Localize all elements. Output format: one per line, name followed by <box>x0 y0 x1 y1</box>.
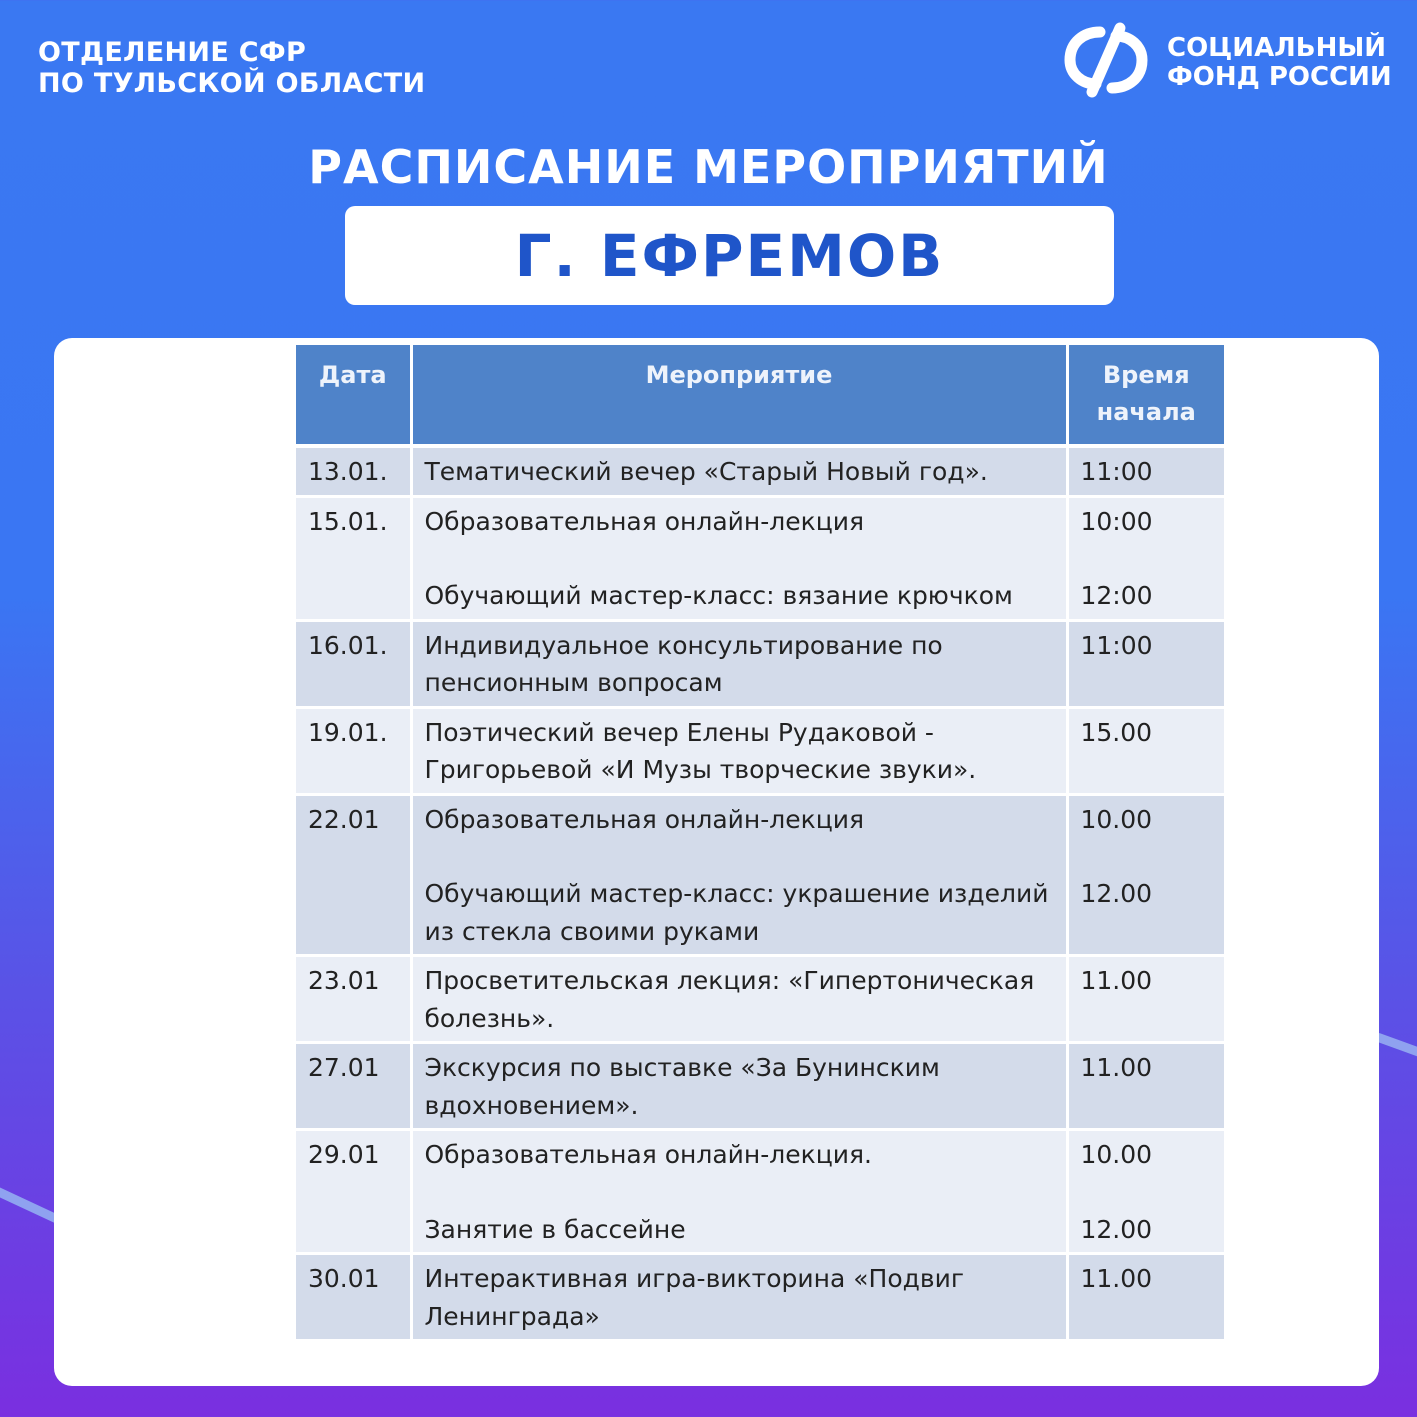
org-name <box>38 37 425 99</box>
org-name-line1: ОТДЕЛЕНИЕ СФР <box>38 37 307 68</box>
row-event: Интерактивная игра-викторина «Подвиг Ленинграда» <box>411 1254 1067 1341</box>
city-banner <box>345 206 1114 305</box>
row-time: 11.00 <box>1067 956 1224 1043</box>
header-time <box>1067 345 1224 446</box>
table-row <box>296 1130 1224 1254</box>
page-title: РАСПИСАНИЕ МЕРОПРИЯТИЙ <box>308 140 1109 194</box>
row-time-item: 10.00 <box>1080 1140 1153 1169</box>
table-row <box>296 794 1224 956</box>
table-row <box>296 956 1224 1043</box>
schedule-table <box>296 345 1224 1342</box>
row-event <box>411 496 1067 620</box>
table-row <box>296 496 1224 620</box>
row-time: 15.00 <box>1067 707 1224 794</box>
row-time: 11.00 <box>1067 1043 1224 1130</box>
table-row <box>296 620 1224 707</box>
row-date: 23.01 <box>296 956 411 1043</box>
row-event: Экскурсия по выставке «За Бунинским вдохновением». <box>411 1043 1067 1130</box>
row-event-item: Образовательная онлайн-лекция <box>424 804 865 834</box>
row-event-item: Занятие в бассейне <box>424 1214 686 1244</box>
row-date: 30.01 <box>296 1254 411 1341</box>
row-date: 13.01. <box>296 446 411 496</box>
row-event-item: Обучающий мастер-класс: вязание крючком <box>424 581 1013 610</box>
row-time <box>1067 1130 1224 1254</box>
decorative-stripe-right <box>1373 1032 1417 1071</box>
row-date: 15.01. <box>296 496 411 620</box>
row-event <box>411 1130 1067 1254</box>
table-row <box>296 707 1224 794</box>
header-event: Мероприятие <box>411 345 1067 446</box>
fund-name-line1: СОЦИАЛЬНЫЙ <box>1167 33 1387 63</box>
row-time-item: 10.00 <box>1080 804 1153 834</box>
row-time-item: 12.00 <box>1080 879 1153 908</box>
org-name-line2: ПО ТУЛЬСКОЙ ОБЛАСТИ <box>38 68 426 99</box>
row-event: Просветительская лекция: «Гипертоническая болезнь». <box>411 956 1067 1043</box>
table-header-row <box>296 345 1224 446</box>
fund-name-line2: ФОНД РОССИИ <box>1167 62 1392 92</box>
row-time <box>1067 794 1224 956</box>
table-row <box>296 1043 1224 1130</box>
row-date: 29.01 <box>296 1130 411 1254</box>
header-time-line1: Время <box>1102 361 1190 389</box>
header-date: Дата <box>296 345 411 446</box>
header-time-line2: начала <box>1096 398 1196 426</box>
table-row <box>296 1254 1224 1341</box>
city-name: Г. ЕФРЕМОВ <box>514 221 945 290</box>
row-time-item: 10:00 <box>1080 506 1153 536</box>
row-event: Тематический вечер «Старый Новый год». <box>411 446 1067 496</box>
row-time-item: 12:00 <box>1080 581 1153 610</box>
row-event-item: Образовательная онлайн-лекция <box>424 506 865 536</box>
fund-name <box>1167 34 1392 92</box>
row-date: 16.01. <box>296 620 411 707</box>
row-event: Индивидуальное консультирование по пенсионным вопросам <box>411 620 1067 707</box>
row-time: 11.00 <box>1067 1254 1224 1341</box>
row-event <box>411 794 1067 956</box>
row-event: Поэтический вечер Елены Рудаковой - Григорьевой «И Музы творческие звуки». <box>411 707 1067 794</box>
row-time-item: 12.00 <box>1080 1214 1153 1244</box>
row-date: 19.01. <box>296 707 411 794</box>
table-row <box>296 446 1224 496</box>
sfr-logo-icon <box>1062 20 1150 100</box>
row-time: 11:00 <box>1067 620 1224 707</box>
row-date: 22.01 <box>296 794 411 956</box>
row-time: 11:00 <box>1067 446 1224 496</box>
row-event-item: Образовательная онлайн-лекция. <box>424 1140 872 1169</box>
row-time <box>1067 496 1224 620</box>
row-date: 27.01 <box>296 1043 411 1130</box>
row-event-item: Обучающий мастер-класс: украшение изделий из стекла своими руками <box>424 879 1049 946</box>
